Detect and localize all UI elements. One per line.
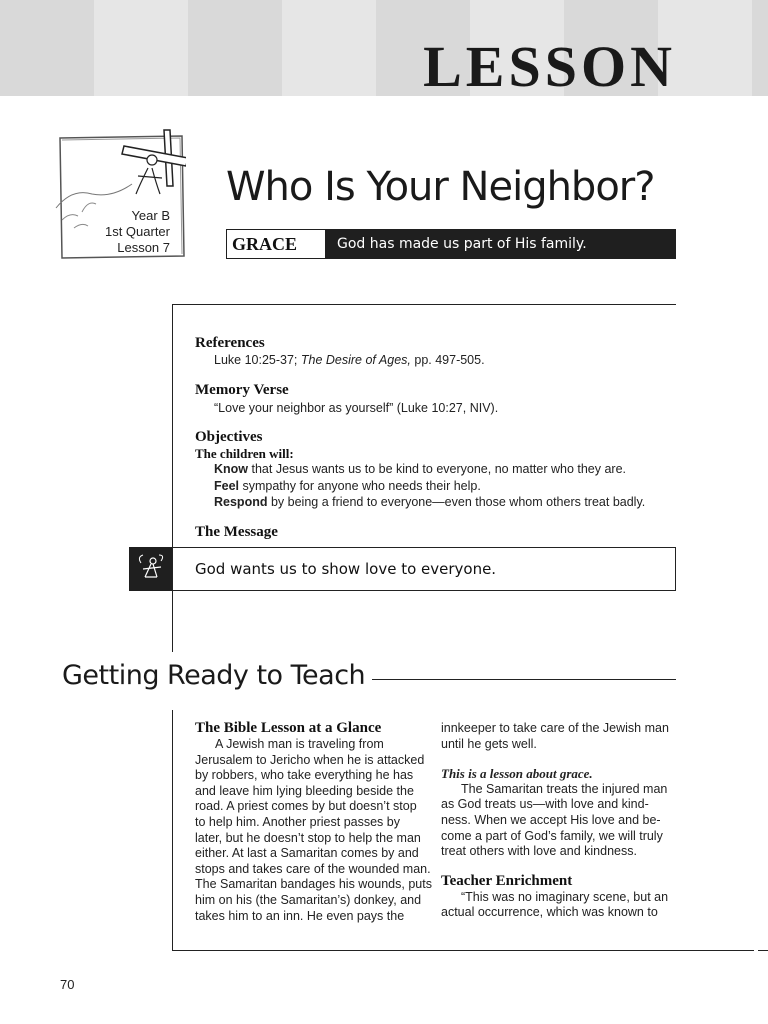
text-line: A Jewish man is traveling from: [215, 737, 384, 751]
objectives-heading: Objectives: [195, 429, 263, 445]
text-line: “This was no imaginary scene, but an: [461, 889, 669, 904]
memory-verse-heading: Memory Verse: [195, 382, 289, 398]
message-box: [172, 547, 676, 591]
teacher-enrichment-heading: Teacher Enrichment: [441, 872, 573, 889]
lesson-badge: [52, 128, 186, 260]
angel-icon: [129, 547, 173, 591]
text-line: to help him. Another priest passes by: [195, 814, 400, 829]
text-line: takes him to an inn. He even pays the: [195, 908, 405, 923]
text-line: him on his (the Samaritan’s) donkey, and: [195, 892, 422, 907]
objective-item: Know that Jesus wants us to be kind to everyone, no matter who they are.: [214, 462, 627, 476]
grace-label: GRACE: [227, 230, 325, 258]
box2-rule-bottom: [172, 950, 754, 951]
grace-bar: [226, 229, 676, 259]
objective-item: Feel sympathy for anyone who needs their help.: [214, 479, 481, 493]
text-line: Jerusalem to Jericho when he is attacked: [195, 752, 425, 767]
badge-year: Year B: [131, 208, 170, 223]
grace-text: God has made us part of His family.: [337, 236, 587, 252]
box-rule-left: [172, 304, 173, 652]
text-line: innkeeper to take care of the Jewish man: [441, 721, 669, 735]
text-line: road. A priest comes by but doesn’t stop: [195, 799, 417, 814]
left-column: [195, 719, 431, 924]
text-line: come a part of God’s family, we will truly: [441, 828, 663, 843]
text-line: by robbers, who take everything he has: [195, 768, 414, 783]
box-rule-top: [172, 304, 676, 305]
text-line: either. At last a Samaritan comes by and: [195, 846, 419, 861]
badge-quarter: 1st Quarter: [104, 224, 170, 239]
bible-lesson-heading: The Bible Lesson at a Glance: [195, 720, 382, 736]
page-title: Who Is Your Neighbor?: [226, 164, 655, 210]
page-number: 70: [60, 977, 75, 992]
badge-lesson: Lesson 7: [117, 240, 170, 255]
section-title: Getting Ready to Teach: [62, 660, 366, 691]
message-text: God wants us to show love to everyone.: [195, 560, 497, 578]
text-line: treat others with love and kindness.: [441, 844, 637, 859]
text-line: later, but he doesn’t stop to help the man: [195, 830, 421, 845]
text-line: ness. When we accept His love and be-: [441, 812, 661, 827]
text-line: The Samaritan bandages his wounds, puts: [195, 877, 432, 892]
section-rule: [372, 679, 676, 680]
text-line: actual occurrence, which was known to: [441, 905, 658, 920]
references-text: Luke 10:25-37; The Desire of Ages, pp. 497-505.: [214, 353, 485, 367]
box2-rule-tick: [758, 950, 768, 951]
lesson-heading: LESSON: [423, 34, 676, 99]
references-heading: References: [195, 335, 265, 351]
text-line: The Samaritan treats the injured man: [461, 781, 668, 796]
objective-item: Respond by being a friend to everyone—even those whom others treat badly.: [214, 495, 646, 509]
box2-rule-left: [172, 710, 173, 950]
text-line: until he gets well.: [441, 736, 537, 751]
objectives-sub: The children will:: [195, 446, 294, 461]
right-column: [441, 721, 681, 921]
message-heading: The Message: [195, 524, 278, 540]
grace-lesson-heading: This is a lesson about grace.: [441, 766, 593, 782]
text-line: and leave him lying bleeding beside the: [195, 783, 414, 798]
text-line: as God treats us—with love and kind-: [441, 797, 649, 812]
text-line: stops and takes care of the wounded man.: [195, 861, 431, 876]
memory-verse-text: “Love your neighbor as yourself” (Luke 10:27, NIV).: [214, 401, 499, 415]
